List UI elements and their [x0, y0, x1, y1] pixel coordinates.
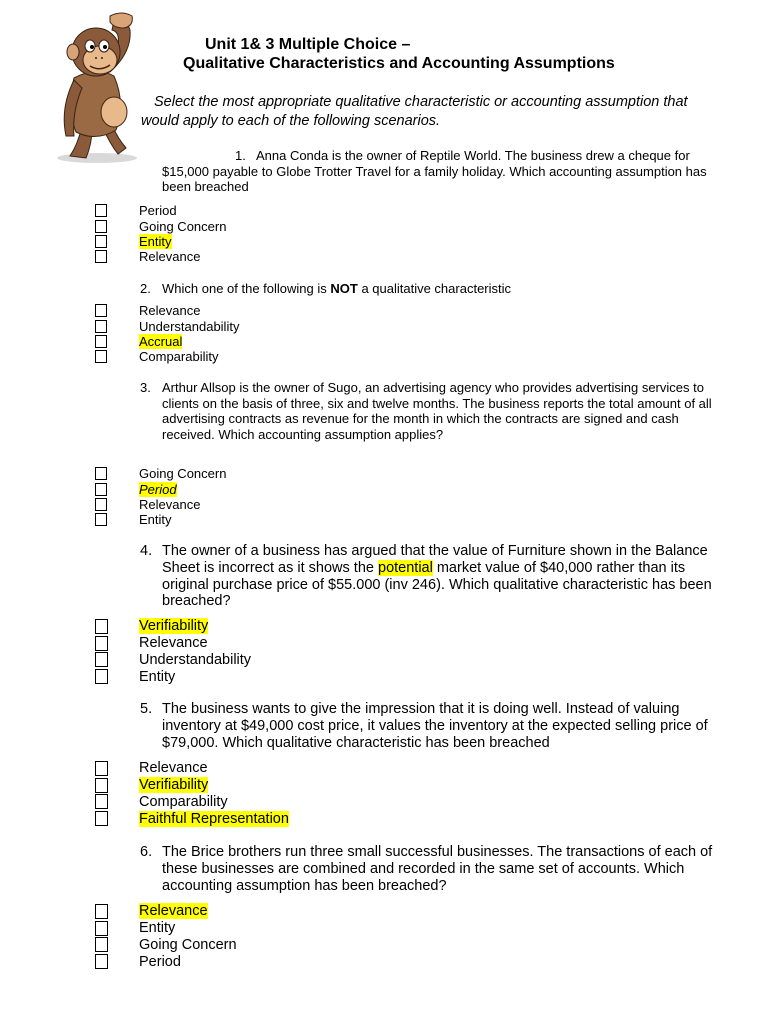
option-label: Period: [139, 953, 181, 970]
question-number: 2.: [140, 281, 151, 296]
checkbox[interactable]: [95, 778, 108, 793]
question-text-highlighted: potential: [378, 559, 433, 576]
question-text: The Brice brothers run three small successful businesses. The transactions of each of these businesses are combined and recorded in the same set of accounts. Which accounting assumption has been breached?: [162, 844, 713, 894]
question-text: Anna Conda is the owner of Reptile World. The business drew a cheque for $15,000 payable to Globe Trotter Travel for a family holiday. Which accounting assumption has been breached: [162, 148, 707, 195]
option-label: Entity: [139, 668, 176, 685]
checkbox[interactable]: [95, 669, 108, 684]
option-label: Relevance: [139, 496, 201, 512]
checkbox[interactable]: [95, 220, 107, 233]
question-2: [140, 281, 722, 297]
option-label-highlighted: Accrual: [139, 333, 183, 349]
option-label: Entity: [139, 512, 172, 528]
checkbox[interactable]: [95, 954, 108, 969]
option-label: Entity: [139, 920, 176, 937]
option-item[interactable]: [95, 920, 237, 937]
option-item[interactable]: [95, 303, 239, 318]
checkbox[interactable]: [95, 498, 107, 511]
option-label: Comparability: [139, 793, 228, 810]
options-list-6: [95, 903, 237, 970]
option-label: Going Concern: [139, 218, 227, 234]
question-6: [140, 844, 722, 894]
option-label: Relevance: [139, 760, 208, 777]
option-label-highlighted: Period: [139, 481, 177, 497]
option-item[interactable]: [95, 618, 251, 635]
checkbox[interactable]: [95, 250, 107, 263]
checkbox[interactable]: [95, 921, 108, 936]
question-text: The business wants to give the impression that it is doing well. Instead of valuing inventory at $49,000 cost price, it values the inventory at the expected selling price of $79,000. Which qualitative characteristic has been breached: [162, 701, 708, 751]
option-item[interactable]: [95, 953, 237, 970]
question-text: Arthur Allsop is the owner of Sugo, an advertising agency who provides advertising services to clients on the basis of three, six and twelve months. The business reports the total amount of all advertising contracts as revenue for the month in which the contracts are signed and cash received. Which accounting assumption applies?: [162, 380, 712, 442]
option-item[interactable]: [95, 203, 226, 218]
option-label: Understandability: [139, 651, 252, 668]
question-number: 6.: [140, 844, 153, 860]
title-line-1: Unit 1& 3 Multiple Choice –: [205, 36, 411, 53]
checkbox[interactable]: [95, 204, 107, 217]
checkbox[interactable]: [95, 304, 107, 317]
option-item[interactable]: [95, 497, 226, 512]
checkbox[interactable]: [95, 320, 107, 333]
option-label: Comparability: [139, 349, 219, 365]
option-item[interactable]: [95, 794, 289, 811]
option-label-highlighted: Verifiability: [139, 618, 209, 635]
option-item[interactable]: [95, 668, 251, 685]
option-label: Relevance: [139, 635, 208, 652]
option-item[interactable]: [95, 937, 237, 954]
option-item[interactable]: [95, 635, 251, 652]
question-text: Which one of the following is: [162, 281, 331, 296]
option-item[interactable]: [95, 318, 239, 333]
question-number: 3.: [140, 380, 151, 395]
option-item[interactable]: [95, 234, 226, 249]
question-text: The owner of a business has argued that the value of Furniture shown in the Balance Sheet is incorrect as it shows the: [162, 543, 708, 576]
checkbox[interactable]: [95, 513, 107, 526]
checkbox[interactable]: [95, 811, 108, 826]
question-5: [140, 701, 722, 751]
checkbox[interactable]: [95, 937, 108, 952]
question-text-bold: NOT: [330, 281, 358, 296]
options-list-1: [95, 203, 226, 265]
option-item[interactable]: [95, 777, 289, 794]
instructions: Select the most appropriate qualitative characteristic or accounting assumption that would apply to each of the following scenarios.: [141, 94, 688, 129]
question-number: 5.: [140, 701, 153, 717]
options-list-5: [95, 760, 289, 827]
title-line-2: Qualitative Characteristics and Accounting Assumptions: [183, 55, 615, 72]
options-list-2: [95, 303, 239, 365]
option-item[interactable]: [95, 218, 226, 233]
option-label: Going Concern: [139, 466, 227, 482]
checkbox[interactable]: [95, 235, 107, 248]
checkbox[interactable]: [95, 619, 108, 634]
question-text: market value of $40,000 rather than its original purchase price of $55.000 (inv 246). Which qualitative characteristic has been breached?: [162, 559, 712, 610]
option-item[interactable]: [95, 760, 289, 777]
option-item[interactable]: [95, 810, 289, 827]
options-list-4: [95, 618, 251, 685]
question-3: [140, 380, 722, 442]
question-text: a qualitative characteristic: [357, 281, 512, 296]
option-label: Understandability: [139, 318, 240, 334]
option-label-highlighted: Verifiability: [139, 777, 209, 794]
option-label: Period: [139, 203, 177, 219]
checkbox[interactable]: [95, 350, 107, 363]
option-item[interactable]: [95, 903, 237, 920]
checkbox[interactable]: [95, 467, 107, 480]
option-label-highlighted: Relevance: [139, 903, 208, 920]
checkbox[interactable]: [95, 636, 108, 651]
options-list-3: [95, 466, 226, 528]
checkbox[interactable]: [95, 761, 108, 776]
checkbox[interactable]: [95, 335, 107, 348]
checkbox[interactable]: [95, 794, 108, 809]
option-label-highlighted: Faithful Representation: [139, 810, 289, 827]
option-item[interactable]: [95, 349, 239, 364]
checkbox[interactable]: [95, 483, 107, 496]
question-4: [140, 543, 722, 610]
checkbox[interactable]: [95, 904, 108, 919]
option-item[interactable]: [95, 466, 226, 481]
option-label: Relevance: [139, 303, 201, 319]
option-label-highlighted: Entity: [139, 233, 172, 249]
question-number: 1.: [235, 148, 246, 163]
checkbox[interactable]: [95, 652, 108, 667]
option-item[interactable]: [95, 652, 251, 669]
option-item[interactable]: [95, 334, 239, 349]
option-label: Relevance: [139, 249, 201, 265]
option-item[interactable]: [95, 512, 226, 527]
option-item[interactable]: [95, 249, 226, 264]
question-1: [162, 148, 722, 195]
question-number: 4.: [140, 543, 153, 559]
option-item[interactable]: [95, 481, 226, 496]
option-label: Going Concern: [139, 936, 237, 953]
monkey-illustration: [52, 8, 152, 166]
